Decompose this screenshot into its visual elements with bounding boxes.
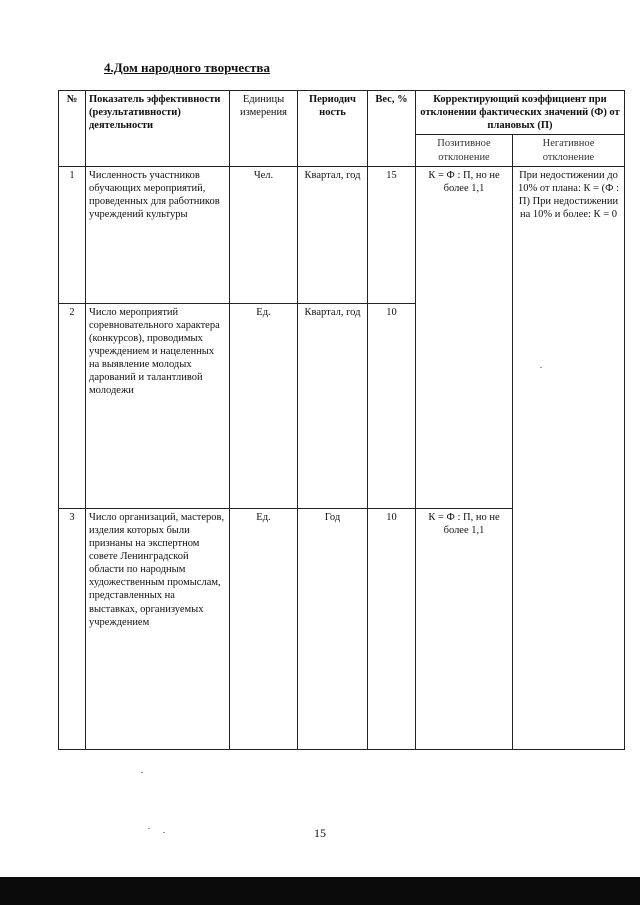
row-num: 2: [59, 303, 86, 508]
header-indicator: Показатель эффективности (результативности) деятельности: [86, 91, 230, 167]
header-num: №: [59, 91, 86, 167]
scan-speck: [141, 772, 143, 773]
header-periodicity: Периодич ность: [298, 91, 368, 167]
row-periodicity: Квартал, год: [298, 303, 368, 508]
row-num: 3: [59, 508, 86, 749]
header-row: [59, 91, 625, 135]
row-periodicity: Год: [298, 508, 368, 749]
performance-table: [58, 90, 625, 750]
table-row: [59, 166, 625, 303]
row-positive: К = Ф : П, но не более 1,1: [416, 508, 513, 749]
header-weight: Вес, %: [368, 91, 416, 167]
row-indicator: Численность участников обучающих мероприятий, проведенных для работников учреждений культуры: [86, 166, 230, 303]
row-weight: 10: [368, 508, 416, 749]
scan-speck: [540, 367, 542, 368]
header-positive: Позитивное отклонение: [416, 135, 513, 166]
row-num: 1: [59, 166, 86, 303]
scan-edge-band: [0, 877, 640, 905]
page-number: 15: [314, 826, 326, 840]
section-heading: 4.Дом народного творчества: [104, 60, 270, 75]
row-weight: 10: [368, 303, 416, 508]
row-indicator: Число мероприятий соревновательного характера (конкурсов), проводимых учреждением и нацеленных на выявление молодых дарований и талантливой молодежи: [86, 303, 230, 508]
row-unit: Ед.: [230, 508, 298, 749]
row-unit: Чел.: [230, 166, 298, 303]
negative-rule-text: При недостижении до 10% от плана: К = (Ф : П) При недостижении на 10% и более: К = 0: [517, 169, 620, 220]
header-unit: Единицы измерения: [230, 91, 298, 167]
row-weight: 15: [368, 166, 416, 303]
negative-rule: [513, 166, 625, 749]
row-indicator: Число организаций, мастеров, изделия которых были признаны на экспертном совете Ленинградской области по народным художественным промыслам, представленных на выставках, организуемых учреждением: [86, 508, 230, 749]
row-unit: Ед.: [230, 303, 298, 508]
header-negative: Негативное отклонение: [513, 135, 625, 166]
row-positive: К = Ф : П, но не более 1,1: [416, 166, 513, 508]
row-periodicity: Квартал, год: [298, 166, 368, 303]
header-coefficient: Корректирующий коэффициент при отклонении фактических значений (Ф) от плановых (П): [416, 91, 625, 135]
